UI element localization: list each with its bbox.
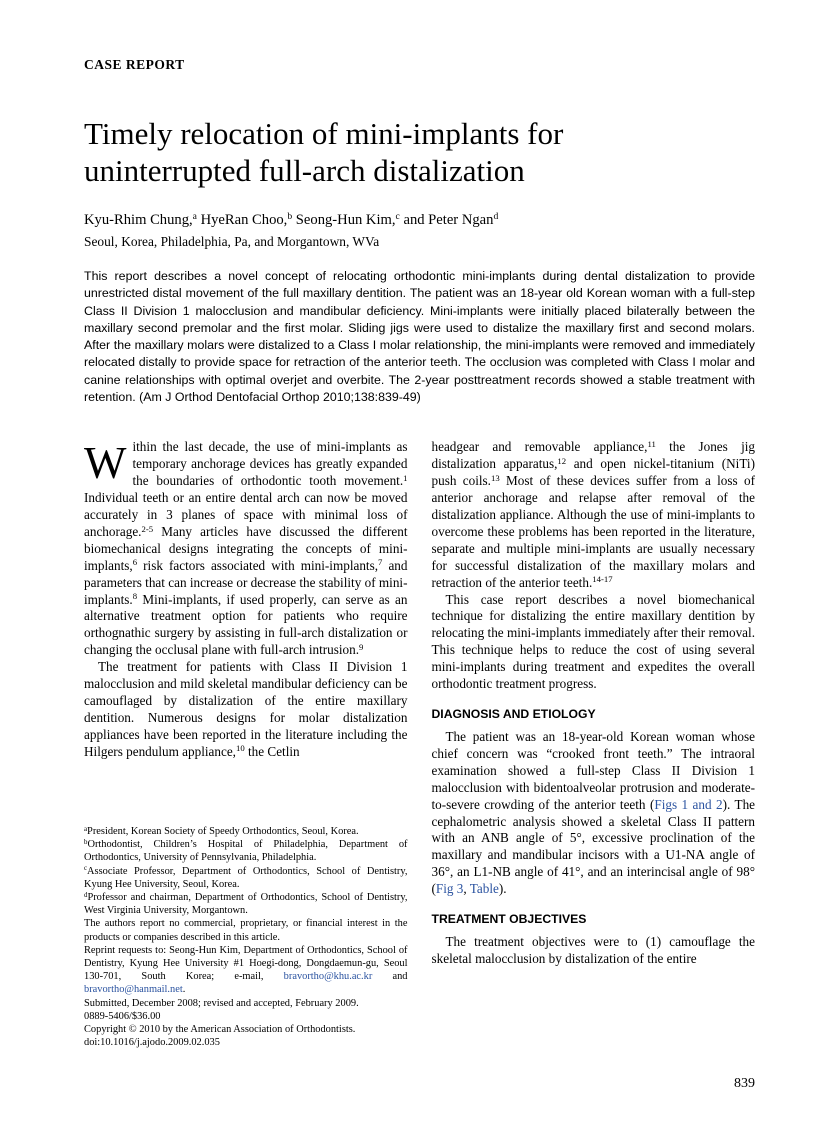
superscript-ref: 11 <box>647 439 656 450</box>
text-run: and Peter Ngan <box>399 212 494 228</box>
superscript-ref: a <box>192 211 197 223</box>
text-run: This case report describes a novel biomechanical technique for distalizing the entire maxillary dentition by relocating the mini-implants immediately after their removal. This technique helps to reduce the cost of using several mini-implants during treatment and expedites the overall orthodontic treatment progress. <box>431 591 755 692</box>
text-run: ). The cephalometric analysis showed a skeletal Class II pattern with an ANB angle of 5°, excessive proclination of the maxillary and mandibular incisors with a U1-NA angle of 36°, an L1-NB angle of 41°, and an interincisal angle of 98° ( <box>431 796 756 897</box>
footnote-affiliation-c <box>84 865 408 891</box>
abstract: This report describes a novel concept of relocating orthodontic mini-implants during dental distalization to provide unrestricted distal movement of the full maxillary dentition. The patient was an 18-year old Korean woman with a full-step Class II Division 1 malocclusion and mandibular deficiency. Mini-implants were initially placed bilaterally between the maxillary second premolar and the first molar. Sliding jigs were used to distalize the maxillary first and second molars. After the maxillary molars were distalized to a Class I molar relationship, the mini-implants were removed and immediately relocated distally to provide space for retraction of the anterior teeth. The occlusion was completed with Class I molar and canine relationships with optimal overjet and overbite. The 2-year posttreatment records showed a stable treatment with retention. (Am J Orthod Dentofacial Orthop 2010;138:839-49) <box>84 269 755 405</box>
text-run: Submitted, December 2008; revised and accepted, February 2009. <box>84 997 359 1009</box>
superscript-ref: c <box>84 865 88 873</box>
text-run: and open nickel-titanium (NiTi) push coils. <box>431 456 755 489</box>
superscript-ref: 12 <box>557 455 567 466</box>
superscript-ref: 13 <box>490 472 500 483</box>
superscript-ref: c <box>395 211 400 223</box>
section-heading-treatment-objectives: TREATMENT OBJECTIVES <box>431 912 587 927</box>
footnote-doi <box>84 1036 408 1049</box>
superscript-ref: 2-5 <box>141 523 154 534</box>
article-type-kicker: CASE REPORT <box>84 57 185 72</box>
section-heading-diagnosis: DIAGNOSIS AND ETIOLOGY <box>431 706 596 721</box>
body-paragraph <box>432 592 756 693</box>
email-link[interactable]: bravortho@hanmail.net <box>84 984 183 996</box>
body-paragraph <box>432 439 756 591</box>
text-run: Associate Professor, Department of Orthodontics, School of Dentistry, Kyung Hee University, Seoul, Korea. <box>84 865 408 890</box>
text-run: 0889-5406/$36.00 <box>84 1010 161 1022</box>
superscript-ref: 14-17 <box>592 574 613 585</box>
text-run: ). <box>498 881 507 897</box>
text-run: risk factors associated with mini-implants, <box>137 557 379 573</box>
text-run: Mini-implants, if used properly, can serve as an alternative treatment option for patients who require orthognathic surgery by assisting in full-arch distalization or changing the occlusal plane with full-arch intrusion. <box>84 591 408 658</box>
superscript-ref: 1 <box>403 472 408 483</box>
superscript-ref: 7 <box>378 557 383 568</box>
text-run: headgear and removable appliance, <box>431 439 648 455</box>
superscript-ref: 9 <box>359 641 364 652</box>
footnote-affiliation-a <box>84 825 408 838</box>
text-run: Reprint requests to: Seong-Hun Kim, Department of Orthodontics, School of Dentistry, Kyung Hee University #1 Hoegi-dong, Dongdaemun-gu, Seoul 130-701, South Korea; e-mail, <box>84 944 408 983</box>
page-number: 839 <box>734 1076 755 1091</box>
text-run: Professor and chairman, Department of Orthodontics, School of Dentistry, West Virginia University, Morgantown. <box>84 891 408 917</box>
superscript-ref: 8 <box>132 591 138 602</box>
text-run: Orthodontist, Children’s Hospital of Philadelphia, Department of Orthodontics, University of Pennsylvania, Philadelphia. <box>84 839 408 864</box>
text-run: Copyright © 2010 by the American Association of Orthodontists. <box>84 1023 356 1035</box>
email-link[interactable]: bravortho@khu.ac.kr <box>283 971 373 983</box>
article-title <box>84 115 755 189</box>
body-columns <box>84 439 755 1051</box>
text-run: the Cetlin <box>244 743 300 759</box>
text-run: HyeRan Choo, <box>196 212 288 228</box>
drop-cap: W <box>84 438 127 489</box>
intro-paragraph <box>84 439 408 659</box>
text-run: The authors report no commercial, proprietary, or financial interest in the products or companies described in this article. <box>84 918 408 943</box>
text-run: Kyu-Rhim Chung, <box>84 212 193 228</box>
footnote-affiliation-b <box>84 838 408 864</box>
text-run: The treatment objectives were to (1) camouflage the skeletal malocclusion by distalization of the entire <box>431 934 755 966</box>
footnote-disclosure <box>84 917 408 943</box>
superscript-ref: b <box>287 211 293 223</box>
figure-reference-link[interactable]: Figs 1 and 2 <box>654 796 723 812</box>
text-run: Seong-Hun Kim, <box>292 212 396 228</box>
right-column <box>432 439 756 1051</box>
figure-reference-link[interactable]: Fig 3 <box>435 881 464 897</box>
table-reference-link[interactable]: Table <box>469 881 499 897</box>
article-title-line2: uninterrupted full-arch distalization <box>84 153 525 188</box>
text-run: President, Korean Society of Speedy Orthodontics, Seoul, Korea. <box>87 825 359 837</box>
author-locations-line: Seoul, Korea, Philadelphia, Pa, and Morgantown, WVa <box>84 234 380 249</box>
superscript-ref: 10 <box>235 743 245 754</box>
footnote-issn-price <box>84 1010 408 1023</box>
text-run: doi:10.1016/j.ajodo.2009.02.035 <box>84 1037 220 1049</box>
text-run: , <box>463 881 470 897</box>
superscript-ref: d <box>84 891 88 899</box>
footnote-affiliation-d <box>84 891 408 917</box>
text-run: Most of these devices suffer from a loss of anterior anchorage and relapse after removal of the distalization appliance. Although the use of mini-implants to overcome these problems has been reported in the literature, separate and multiple mini-implants are usually necessary for successful distalization of the maxillary molars and retraction of the anterior teeth. <box>431 473 755 590</box>
article-title-line1: Timely relocation of mini-implants for <box>84 116 564 151</box>
text-run: Individual teeth or an entire dental arch can now be moved accurately in 3 planes of space with minimal loss of anchorage. <box>84 490 408 539</box>
superscript-ref: a <box>84 825 88 833</box>
left-column <box>84 439 408 1051</box>
footnote-reprint-requests <box>84 944 408 997</box>
text-run: The treatment for patients with Class II Division 1 malocclusion and mild skeletal mandibular deficiency can be camouflaged by distalization of the entire maxillary dentition. Numerous designs for molar distalization appliances have been reported in the literature including the Hilgers pendulum appliance, <box>84 659 408 759</box>
text-run: Many articles have discussed the different biomechanical designs integrating the concepts of mini-implants, <box>84 523 408 573</box>
superscript-ref: 6 <box>132 557 138 568</box>
text-run: ithin the last decade, the use of mini-implants as temporary anchorage devices has greatly expanded the boundaries of orthodontic tooth movement. <box>132 439 408 489</box>
body-paragraph <box>432 729 756 898</box>
text-run: the Jones jig distalization apparatus, <box>431 439 755 472</box>
superscript-ref: d <box>493 211 499 223</box>
footnote-submission-dates <box>84 997 408 1010</box>
body-paragraph <box>432 934 756 968</box>
footnote-copyright <box>84 1023 408 1036</box>
text-run: The patient was an 18-year-old Korean woman whose chief concern was “crooked front teeth.” The intraoral examination showed a full-step Class II Division 1 malocclusion with bidentoalveolar protrusion and moderate-to-severe crowding of the anterior teeth ( <box>431 728 755 812</box>
body-paragraph <box>84 659 408 760</box>
text-run: and parameters that can increase or decrease the stability of mini-implants. <box>84 557 408 607</box>
superscript-ref: b <box>84 838 88 846</box>
authors-line <box>84 211 755 229</box>
text-run: and <box>372 971 408 983</box>
footnotes-block <box>84 825 408 1051</box>
text-run: . <box>182 984 186 996</box>
